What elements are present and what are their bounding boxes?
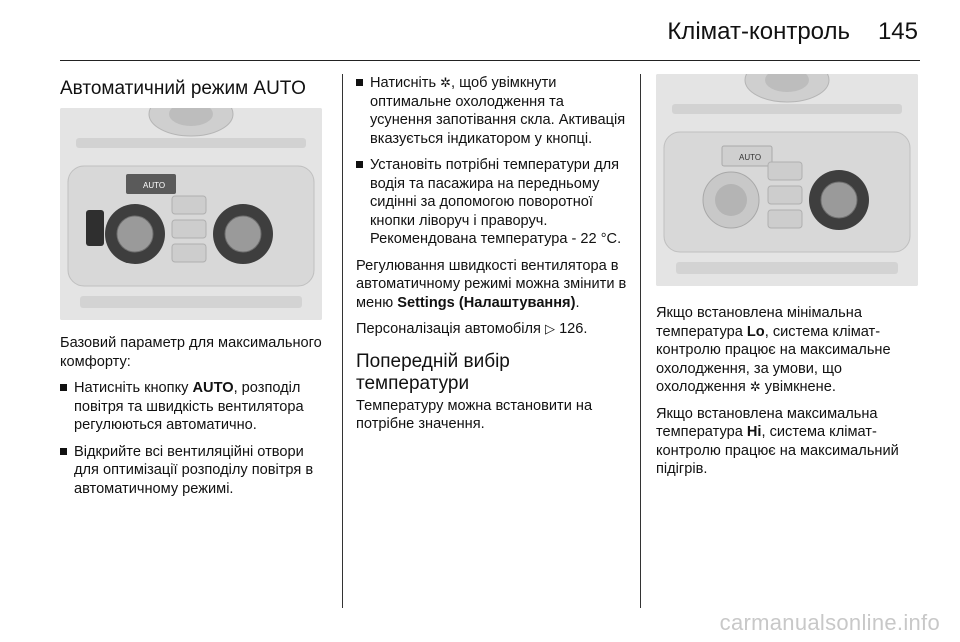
- para-lo: [656, 304, 920, 397]
- page-number: 145: [877, 18, 918, 45]
- header-rule: [60, 60, 920, 61]
- para-personalization: [356, 320, 628, 339]
- bullet-marker: [356, 161, 363, 168]
- bold-auto: AUTO: [192, 380, 234, 396]
- climate-panel-illustration: [60, 108, 322, 320]
- snowflake-fan-icon: ✲: [749, 379, 761, 394]
- para-text: .: [575, 294, 580, 311]
- auto-button-label: AUTO: [143, 181, 166, 190]
- watermark: carmanualsonline.info: [719, 610, 940, 635]
- bullet-text: , розподіл повітря та швидкість вентилятора регулюються автоматично.: [74, 380, 304, 433]
- bold-settings: Settings (Налаштування): [397, 294, 576, 311]
- right-column: [656, 74, 920, 487]
- bullet-marker: [60, 384, 67, 391]
- para-set-temperature: Температуру можна встановити на потрібне значення.: [356, 397, 593, 432]
- para-fan-speed: [356, 257, 628, 313]
- bullet-text: , щоб увімкнути оптимальне охолодження та усунення запотівання скла. Активація вказується індикатором у кнопці.: [370, 75, 626, 147]
- climate-panel-photo-left: [60, 108, 322, 320]
- caption-comfort: Базовий параметр для максимального комфорту:: [60, 335, 322, 370]
- column-divider-1: [342, 74, 343, 608]
- bullet-text: Натисніть: [370, 75, 441, 91]
- climate-panel-illustration: [656, 74, 918, 286]
- bold-lo: Lo: [746, 323, 765, 340]
- left-column: [60, 74, 328, 506]
- middle-column: [356, 74, 628, 442]
- para-hi: [656, 405, 920, 479]
- section-heading-auto: Автоматичний режим AUTO: [60, 78, 306, 99]
- climate-panel-photo-right: [656, 74, 918, 286]
- section-heading-preselect: Попередній вибір температури: [356, 350, 510, 394]
- bullet-text: Відкрийте всі вентиляційні отвори для оптимізації розподілу повітря в автоматичному режимі.: [74, 443, 314, 497]
- bullet-temperature: [356, 156, 628, 249]
- bullet-vents: [60, 443, 328, 499]
- column-divider-2: [640, 74, 641, 608]
- bullet-cooling: [356, 74, 628, 148]
- para-text: , система клімат-контролю працює на максимальний підігрів.: [656, 424, 899, 477]
- para-text: Регулювання швидкості вентилятора в автоматичному режимі можна змінити в меню: [356, 257, 627, 311]
- para-text: Якщо встановлена максимальна температура: [656, 405, 878, 440]
- bullet-text: Установіть потрібні температури для водія та пасажира на передньому сидінні за допомогою поворотної кнопки ліворуч і праворуч. Рекомендована температура - 22 °C.: [370, 157, 622, 247]
- para-text: увімкнене.: [760, 379, 836, 395]
- bullet-text: Натисніть кнопку: [74, 380, 193, 396]
- bullet-marker: [356, 79, 363, 86]
- para-text: , система клімат-контролю працює на максимальне охолодження, за умови, що охолодження: [656, 323, 891, 395]
- para-text: Якщо встановлена мінімальна температура: [656, 305, 862, 340]
- bullet-marker: [60, 448, 67, 455]
- para-text: Персоналізація автомобіля: [356, 321, 546, 337]
- auto-button-label: AUTO: [739, 153, 762, 162]
- para-text: 126.: [555, 321, 588, 337]
- bullet-auto: [60, 379, 328, 435]
- bold-hi: Hi: [746, 424, 762, 440]
- reference-arrow-icon: ▷: [545, 321, 556, 336]
- snowflake-fan-icon: ✲: [440, 75, 452, 90]
- header-title: Клімат-контроль: [667, 18, 850, 45]
